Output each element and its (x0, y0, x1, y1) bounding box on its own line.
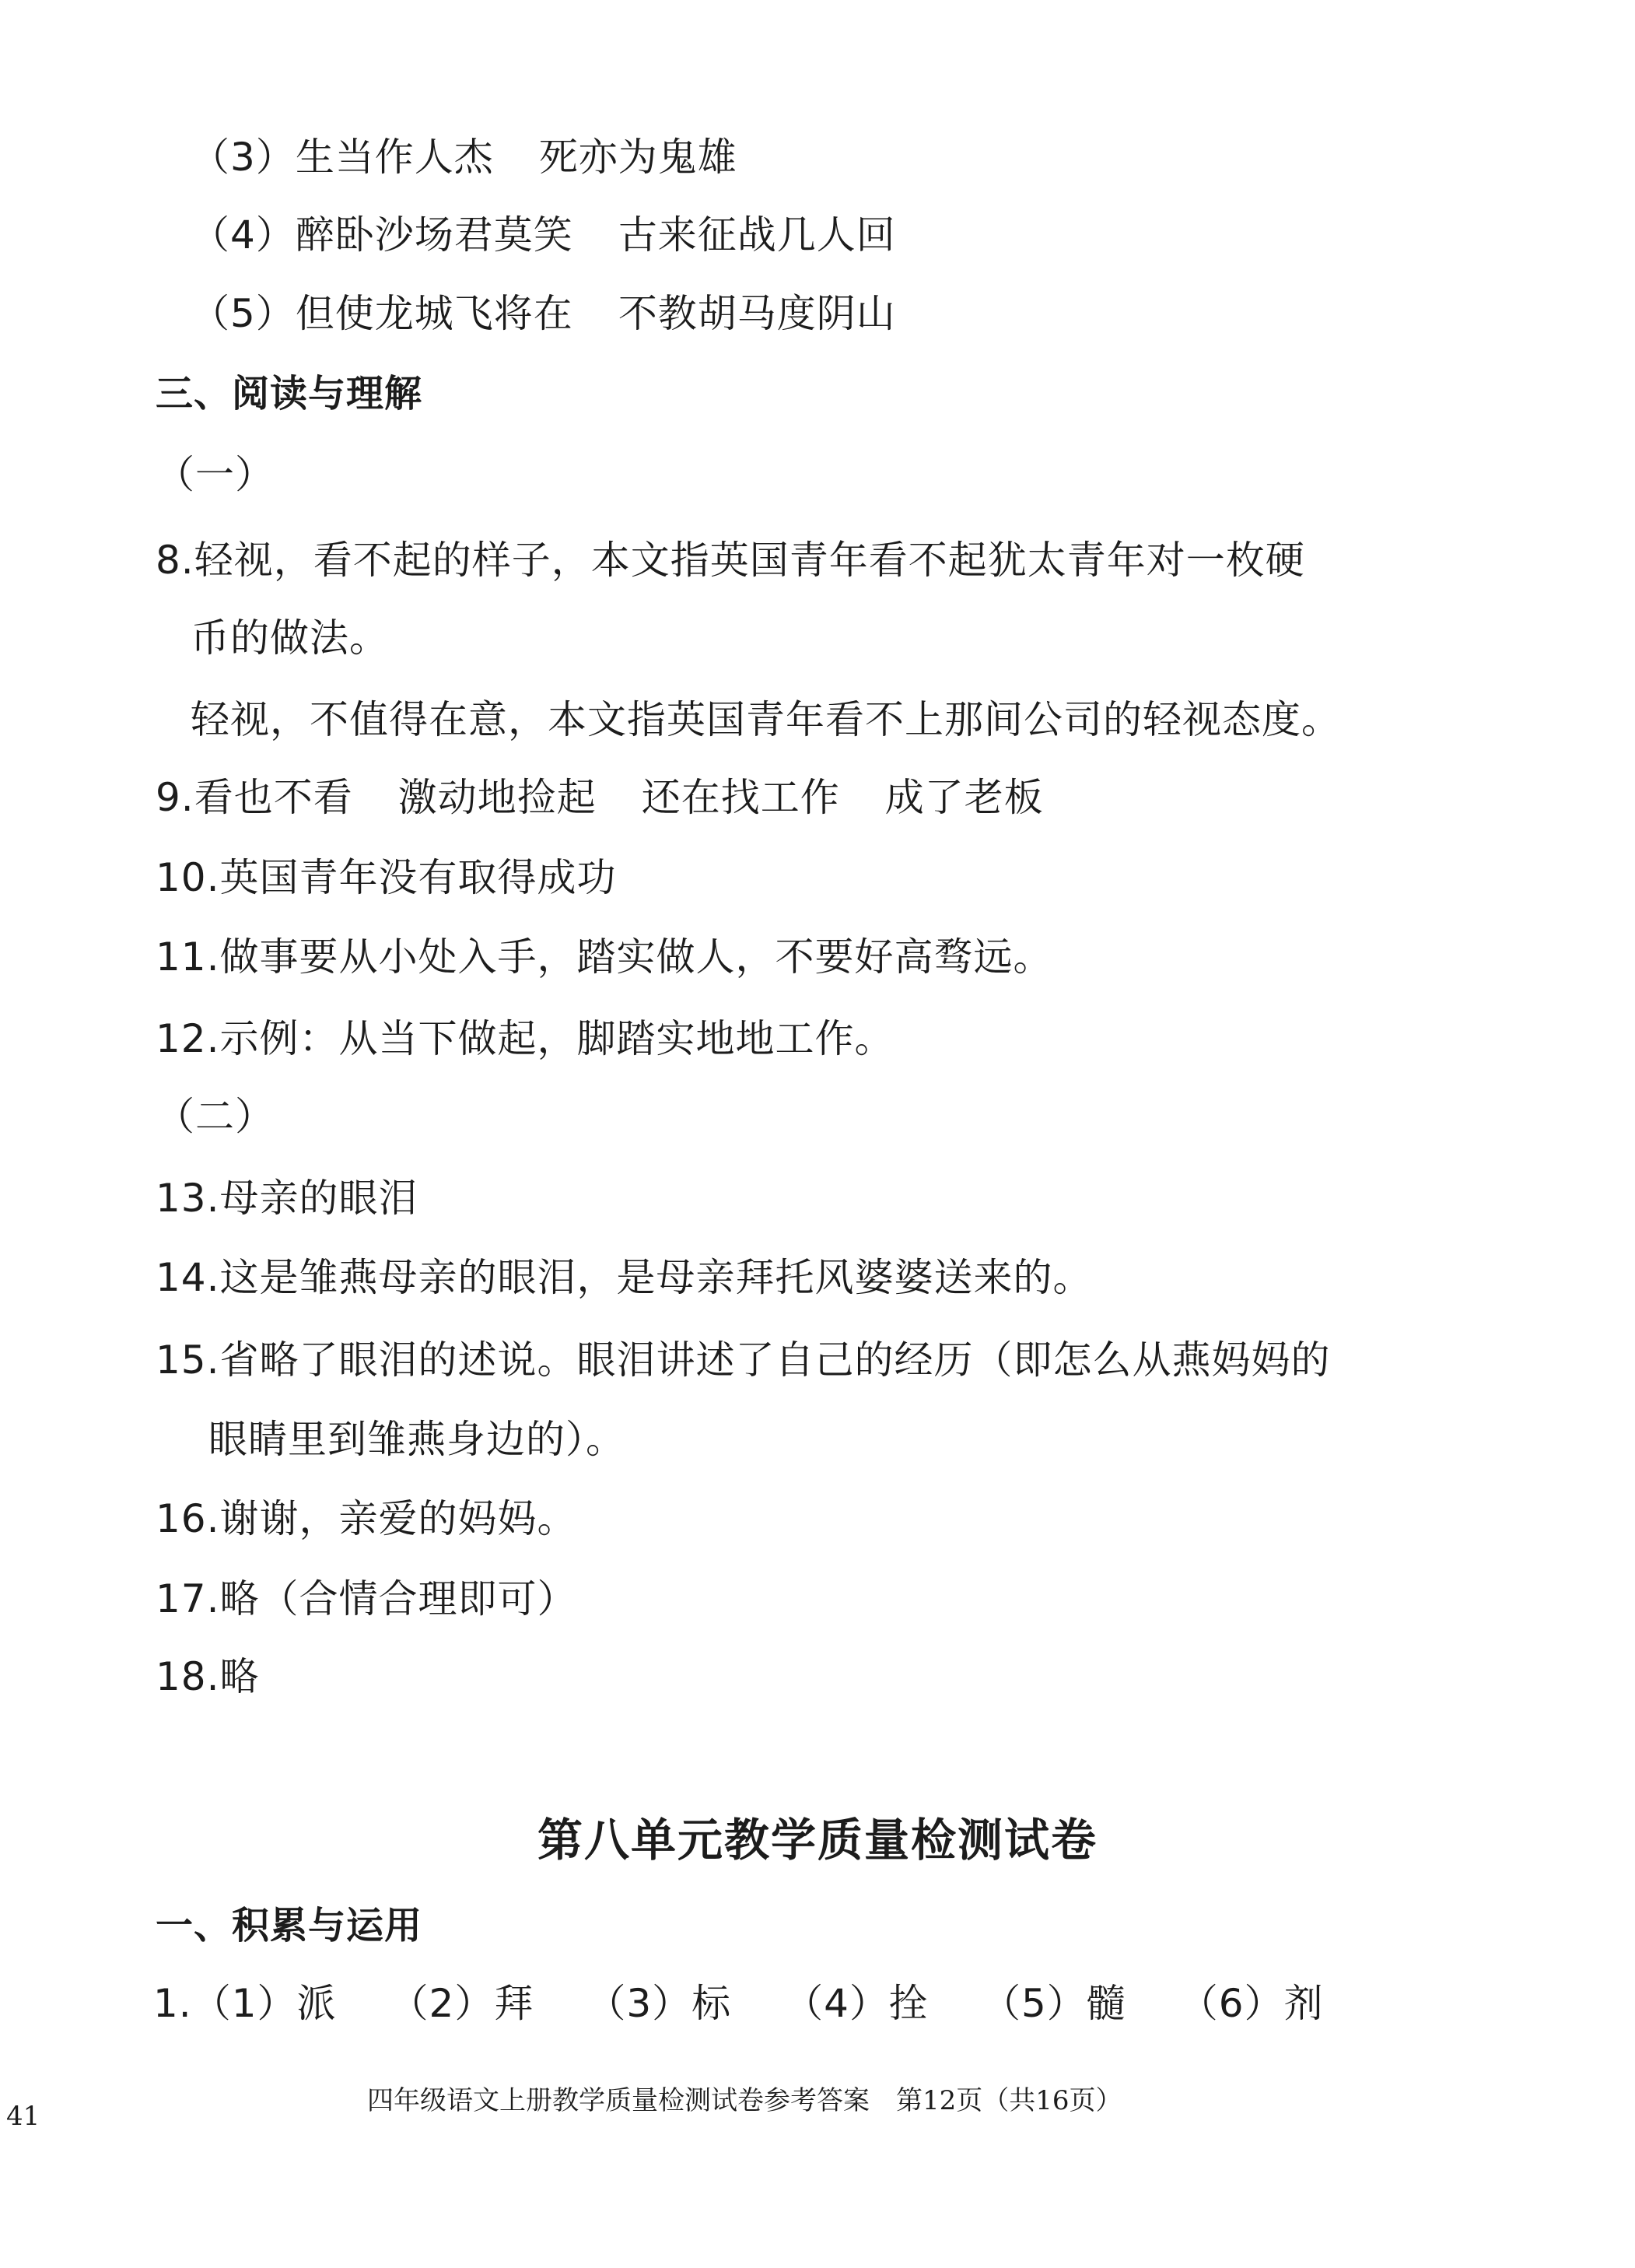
answer-q11: 11.做事要从小处入手，踏实做人，不要好高骛远。 (156, 934, 1053, 980)
unit8-q1 (153, 1980, 1324, 2027)
q9-part-3: 还在找工作 (641, 775, 840, 820)
q1-item-2: （2）拜 (389, 1981, 534, 2026)
answer-q14: 14.这是雏燕母亲的眼泪，是母亲拜托风婆婆送来的。 (156, 1255, 1093, 1300)
poem-line-a: 生当作人杰 (295, 135, 494, 180)
answer-item-3 (191, 134, 737, 181)
unit8-title: 第八单元教学质量检测试卷 (537, 1814, 1098, 1867)
part-label-1: （一） (156, 452, 275, 497)
unit8-section1-heading: 一、积累与运用 (156, 1904, 423, 1947)
answer-q10: 10.英国青年没有取得成功 (156, 855, 617, 900)
q1-item-6: （6）剂 (1178, 1981, 1324, 2026)
answer-q15-line1: 15.省略了眼泪的述说。眼泪讲述了自己的经历（即怎么从燕妈妈的 (156, 1337, 1331, 1383)
q9-number: 9. (156, 775, 194, 820)
poem-line-a: 醉卧沙场君莫笑 (295, 212, 573, 258)
q9-part-1: 看也不看 (194, 775, 353, 820)
answer-q9 (156, 774, 1044, 821)
q1-item-5: （5）髓 (981, 1981, 1126, 2026)
q1-item-4: （4）拴 (784, 1981, 929, 2026)
poem-line-b: 死亦为鬼雄 (538, 135, 737, 180)
item-number: （3） (191, 135, 296, 180)
poem-line-b: 古来征战几人回 (618, 212, 896, 258)
answer-item-5 (191, 290, 896, 337)
answer-q13: 13.母亲的眼泪 (156, 1176, 418, 1221)
item-number: （4） (191, 212, 296, 258)
poem-line-b: 不教胡马度阴山 (618, 291, 896, 336)
q9-part-2: 激动地捡起 (397, 775, 597, 820)
q1-item-1: （1）派 (191, 1981, 337, 2026)
q1-number: 1. (153, 1981, 192, 2026)
item-number: （5） (191, 291, 296, 336)
answer-q8-line1: 8.轻视，看不起的样子，本文指英国青年看不起犹太青年对一枚硬 (156, 538, 1305, 583)
part-label-2: （二） (156, 1094, 275, 1139)
answer-q12: 12.示例：从当下做起，脚踏实地地工作。 (156, 1016, 895, 1061)
answer-item-4 (191, 212, 896, 258)
q9-part-4: 成了老板 (884, 775, 1044, 820)
poem-line-a: 但使龙城飞将在 (295, 291, 573, 336)
answer-q18: 18.略 (156, 1654, 260, 1699)
page-number: 41 (6, 2101, 40, 2132)
answer-q15-line2: 眼睛里到雏燕身边的）。 (208, 1417, 625, 1462)
answer-q8-line2: 币的做法。 (191, 615, 389, 661)
q1-item-3: （3）标 (586, 1981, 732, 2026)
answer-q17: 17.略（合情合理即可） (156, 1576, 577, 1621)
answer-q8-line3: 轻视，不值得在意，本文指英国青年看不上那间公司的轻视态度。 (191, 697, 1341, 742)
footer-text: 四年级语文上册教学质量检测试卷参考答案 第12页（共16页） (367, 2085, 1122, 2116)
answer-q16: 16.谢谢，亲爱的妈妈。 (156, 1496, 577, 1541)
section-heading-reading: 三、阅读与理解 (156, 372, 423, 415)
